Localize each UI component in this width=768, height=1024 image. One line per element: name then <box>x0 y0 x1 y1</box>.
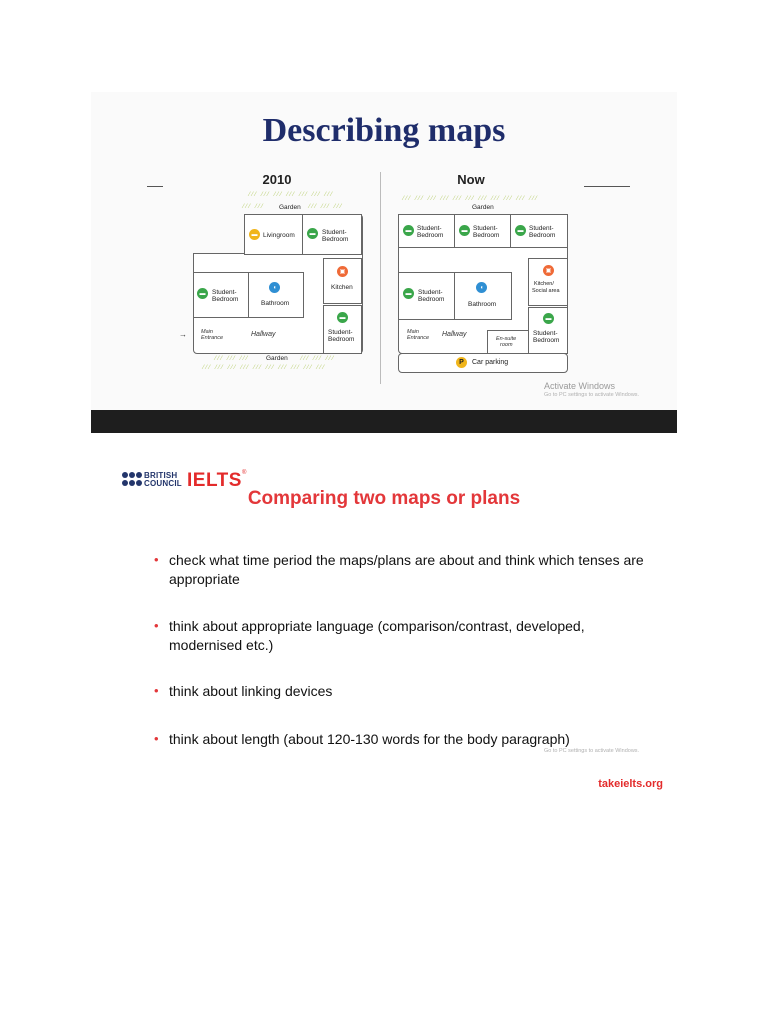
bathroom-now: ◖ Bathroom <box>454 272 512 320</box>
british-council-line1: BRITISH <box>144 471 178 480</box>
grass-decoration: ⁄⁄⁄ ⁄⁄⁄ ⁄⁄⁄ <box>301 356 336 362</box>
bullet-item: • think about length (about 120-130 words for the body paragraph) <box>154 731 570 747</box>
car-parking-area: P Car parking <box>398 353 568 373</box>
grass-decoration: ⁄⁄⁄ ⁄⁄⁄ ⁄⁄⁄ <box>215 356 250 362</box>
british-council-logo-icon <box>122 472 142 488</box>
title-rule-left <box>147 186 163 187</box>
ielts-logo: IELTS® <box>187 470 247 491</box>
bullet-icon: • <box>154 731 159 746</box>
bullet-item: • think about appropriate language (comparison/contrast, developed, modernised etc.) <box>154 618 585 653</box>
parking-icon: P <box>456 357 467 368</box>
bullet-icon: • <box>154 683 159 698</box>
toilet-icon: ◖ <box>269 282 280 293</box>
bullet-icon: • <box>154 552 159 567</box>
kitchen-2010: ▣ Kitchen <box>323 258 362 304</box>
garden-bottom-label: Garden <box>266 355 288 362</box>
slide-title: Comparing two maps or plans <box>247 488 521 509</box>
kitchen-social-now: ▣ Kitchen/ Social area <box>528 258 568 306</box>
hallway-label: Hallway <box>442 331 467 338</box>
student-bedroom-2010-left: ▬ Student- Bedroom <box>193 272 250 318</box>
british-council-line2: COUNCIL <box>144 479 182 488</box>
bed-icon: ▬ <box>307 228 318 239</box>
year-2010-label: 2010 <box>262 172 292 187</box>
grass-decoration: ⁄⁄⁄ ⁄⁄⁄ <box>243 204 265 210</box>
bed-icon: ▬ <box>337 312 348 323</box>
student-bedroom-2010-top: ▬ Student- Bedroom <box>302 214 362 255</box>
sofa-icon: ▬ <box>249 229 260 240</box>
activate-windows-subtext: Go to PC settings to activate Windows. <box>544 748 640 754</box>
student-bedroom-now-3: ▬ Student- Bedroom <box>510 214 568 248</box>
student-bedroom-now-2: ▬ Student- Bedroom <box>454 214 512 248</box>
entrance-arrow-icon: → <box>179 330 187 339</box>
bullet-item: • think about linking devices <box>154 683 333 699</box>
slide-title: Describing maps <box>262 112 506 149</box>
title-rule-right <box>584 186 630 187</box>
garden-top-label: Garden <box>472 204 494 211</box>
hallway-label: Hallway <box>251 331 276 338</box>
garden-top-label: Garden <box>279 204 301 211</box>
activate-windows-watermark: Activate Windows <box>544 381 616 391</box>
bullet-item: • check what time period the maps/plans are about and think which tenses are appropriate <box>154 552 644 587</box>
plans-divider <box>380 172 381 384</box>
grass-decoration: ⁄⁄⁄ ⁄⁄⁄ ⁄⁄⁄ ⁄⁄⁄ ⁄⁄⁄ ⁄⁄⁄ ⁄⁄⁄ ⁄⁄⁄ ⁄⁄⁄ ⁄⁄⁄ <box>203 365 327 371</box>
student-bedroom-2010-bottom: ▬ Student- Bedroom <box>323 305 362 354</box>
grass-decoration: ⁄⁄⁄ ⁄⁄⁄ ⁄⁄⁄ ⁄⁄⁄ ⁄⁄⁄ ⁄⁄⁄ ⁄⁄⁄ ⁄⁄⁄ ⁄⁄⁄ ⁄⁄⁄ ⁄⁄⁄ <box>403 196 539 202</box>
student-bedroom-now-bottom: ▬ Student- Bedroom <box>528 307 568 354</box>
stove-icon: ▣ <box>337 266 348 277</box>
takeielts-link[interactable]: takeielts.org <box>598 778 663 790</box>
bed-icon: ▬ <box>459 225 470 236</box>
stove-icon: ▣ <box>543 265 554 276</box>
livingroom-2010: ▬ Livingroom <box>244 214 304 255</box>
student-bedroom-now-1: ▬ Student- Bedroom <box>398 214 456 248</box>
slide-describing-maps: Describing maps 2010 ⁄⁄⁄ ⁄⁄⁄ ⁄⁄⁄ ⁄⁄⁄ ⁄⁄⁄ ⁄⁄⁄ ⁄⁄⁄ Garden ⁄⁄⁄ ⁄⁄⁄ ⁄⁄⁄ ⁄⁄⁄ ⁄⁄⁄ ▬ Livingroom ▬ Student- Bedroom ▬ Student- Bedroom ◖ Bathroom ▣ Kitchen ▬ Student- Bedroom → Main Entrance Hallway ⁄⁄⁄ ⁄⁄⁄ ⁄⁄⁄ Garden ⁄⁄⁄ ⁄⁄⁄ ⁄⁄⁄ ⁄⁄⁄ ⁄⁄⁄ ⁄⁄⁄ ⁄⁄⁄ ⁄⁄⁄ ⁄⁄⁄ ⁄⁄⁄ ⁄⁄⁄ ⁄⁄⁄ ⁄⁄⁄ Now ⁄⁄⁄ ⁄⁄⁄ ⁄⁄⁄ ⁄⁄⁄ ⁄⁄⁄ ⁄⁄⁄ ⁄⁄⁄ ⁄⁄⁄ ⁄⁄⁄ ⁄⁄⁄ ⁄⁄⁄ Garden ▬ Student- Bedroom ▬ Student- Bedroom ▬ Student- Bedroom ▬ Student- Bedroom ◖ Bathroom ▣ Kitchen/ Social area En-suite room ▬ Student- Bedroom Main Entrance Hallway P Car parking Activate Windows Go to PC settings to activate Windows. <box>91 92 677 410</box>
bed-icon: ▬ <box>515 225 526 236</box>
year-now-label: Now <box>457 172 485 187</box>
activate-windows-subtext: Go to PC settings to activate Windows. <box>544 392 640 398</box>
student-bedroom-now-left: ▬ Student- Bedroom <box>398 272 456 320</box>
slide-comparing-maps <box>91 448 677 790</box>
bullet-icon: • <box>154 618 159 633</box>
grass-decoration: ⁄⁄⁄ ⁄⁄⁄ ⁄⁄⁄ <box>309 204 344 210</box>
grass-decoration: ⁄⁄⁄ ⁄⁄⁄ ⁄⁄⁄ ⁄⁄⁄ ⁄⁄⁄ ⁄⁄⁄ ⁄⁄⁄ <box>249 192 335 198</box>
bed-icon: ▬ <box>403 288 414 299</box>
ensuite-room-now: En-suite room <box>487 330 529 354</box>
slide-separator-band <box>91 410 677 433</box>
bed-icon: ▬ <box>197 288 208 299</box>
bathroom-2010: ◖ Bathroom <box>248 272 304 318</box>
bed-icon: ▬ <box>543 313 554 324</box>
toilet-icon: ◖ <box>476 282 487 293</box>
bed-icon: ▬ <box>403 225 414 236</box>
